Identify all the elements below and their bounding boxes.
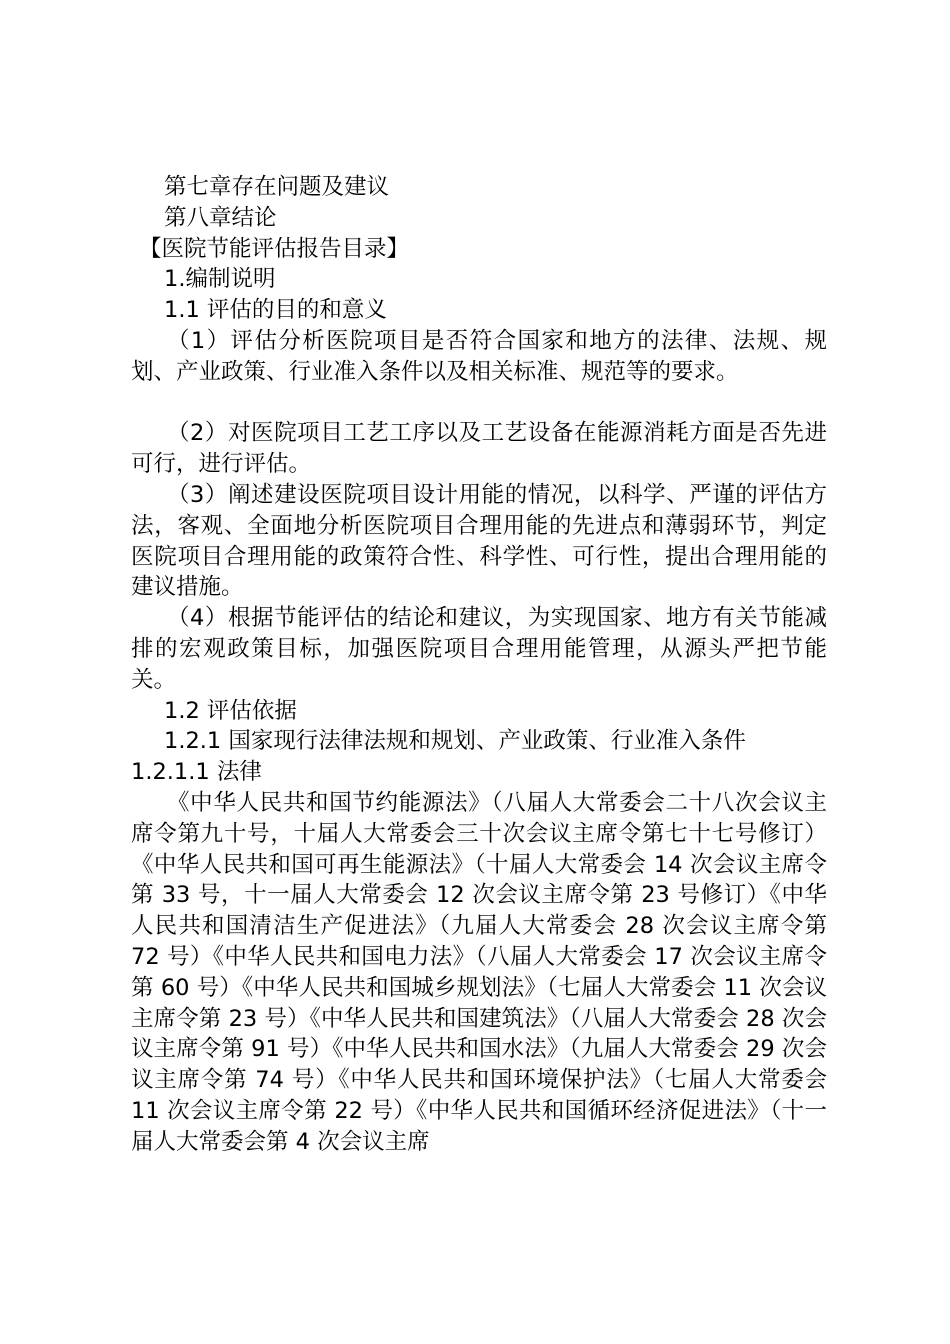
paragraph-3: （3）阐述建设医院项目设计用能的情况，以科学、严谨的评估方法，客观、全面地分析医院项目合理用能的先进点和薄弱环节，判定医院项目合理用能的政策符合性、科学性、可行性，提出合理用能的建议措施。: [131, 481, 827, 601]
laws-list-paragraph: 《中华人民共和国节约能源法》（八届人大常委会二十八次会议主席令第九十号，十届人大常委会三十次会议主席令第七十七号修订）《中华人民共和国可再生能源法》（十届人大常委会 14 次会议主席令第 33 号，十一届人大常委会 12 次会议主席令第 23 号修订）《中华人民共和国清洁生产促进法》（九届人大常委会 28 次会议主席令第 72 号）《中华人民共和国电力法》（八届人大常委会 17 次会议主席令第 60 号）《中华人民共和国城乡规划法》（七届人大常委会 11 次会议主席令第 23 号）《中华人民共和国建筑法》（八届人大常委会 28 次会议主席令第 91 号）《中华人民共和国水法》（九届人大常委会 29 次会议主席令第 74 号）《中华人民共和国环境保护法》（七届人大常委会 11 次会议主席令第 22 号）《中华人民共和国循环经济促进法》（十一届人大常委会第 4 次会议主席: [131, 789, 827, 1155]
toc-chapter-8: 第八章结论: [164, 204, 277, 231]
toc-chapter-7: 第七章存在问题及建议: [164, 174, 390, 200]
paragraph-4: （4）根据节能评估的结论和建议，为实现国家、地方有关节能减排的宏观政策目标，加强医院项目合理用能管理，从源头严把节能关。: [131, 605, 827, 693]
document-body: [131, 172, 827, 1158]
paragraph-spacer: [131, 388, 827, 419]
paragraph-1: （1）评估分析医院项目是否符合国家和地方的法律、法规、规划、产业政策、行业准入条件以及相关标准、规范等的要求。: [131, 327, 827, 385]
section-heading-1-2-1-1: 1.2.1.1 法律: [131, 759, 262, 786]
section-heading-1-2-1: 1.2.1 国家现行法律法规和规划、产业政策、行业准入条件: [164, 728, 746, 755]
paragraph-2: （2）对医院项目工艺工序以及工艺设备在能源消耗方面是否先进可行，进行评估。: [131, 420, 827, 478]
report-catalog-title: 【医院节能评估报告目录】: [139, 235, 410, 262]
section-heading-1-2: 1.2 评估依据: [164, 697, 297, 724]
section-heading-1-1: 1.1 评估的目的和意义: [164, 297, 387, 324]
section-heading-1: 1.编制说明: [164, 266, 276, 293]
